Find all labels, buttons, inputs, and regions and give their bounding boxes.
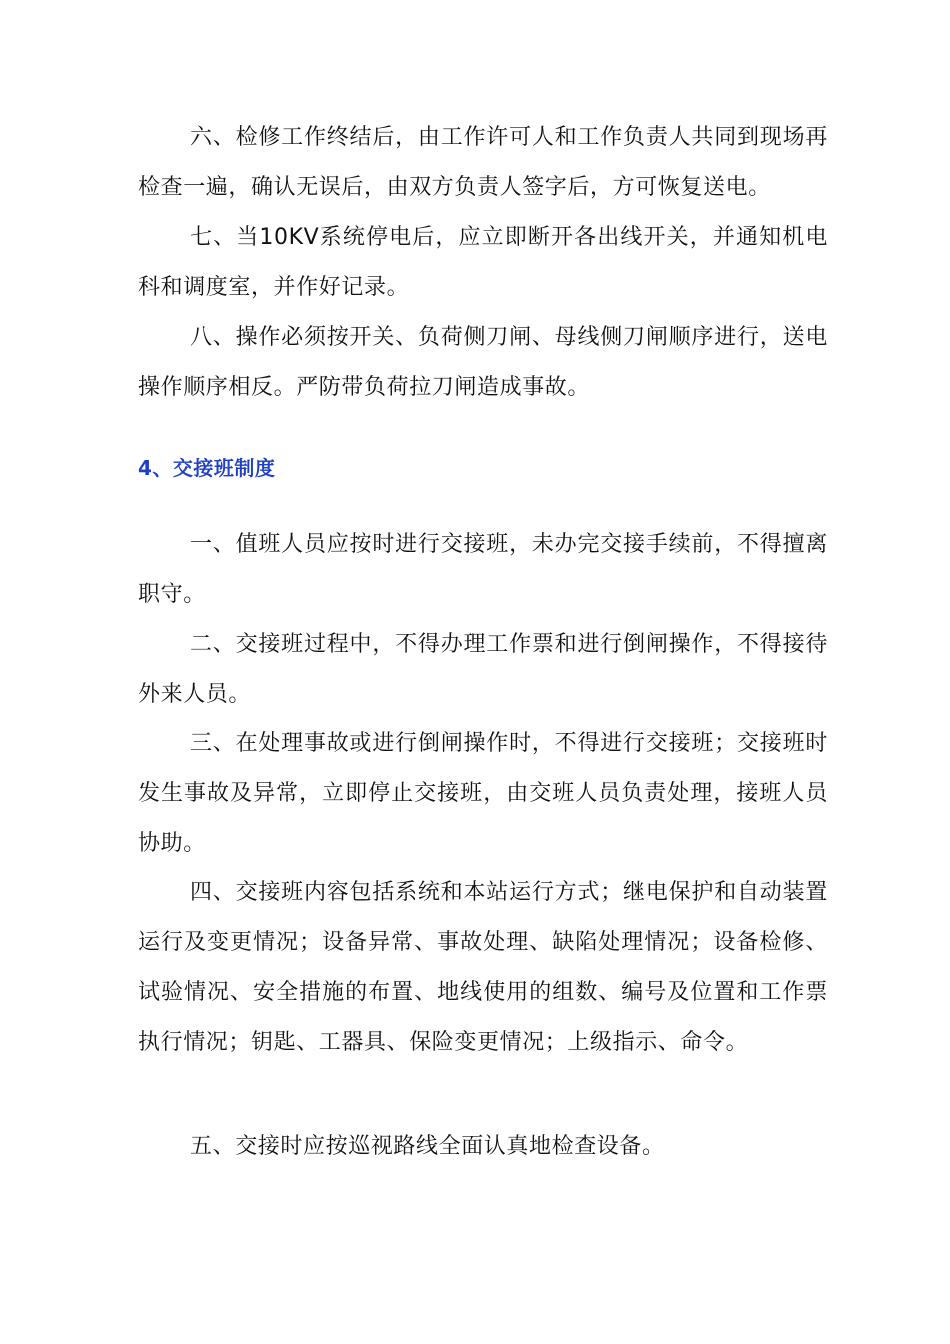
paragraph-item-8: 八、操作必须按开关、负荷侧刀闸、母线侧刀闸顺序进行，送电操作顺序相反。严防带负荷拉刀闸造成事故。 [138, 325, 828, 400]
paragraph-item-6: 六、检修工作终结后，由工作许可人和工作负责人共同到现场再检查一遍，确认无误后，由双方负责人签字后，方可恢复送电。 [138, 125, 828, 200]
section-paragraph-2: 二、交接班过程中，不得办理工作票和进行倒闸操作，不得接待外来人员。 [138, 632, 828, 707]
section-paragraph-1: 一、值班人员应按时进行交接班，未办完交接手续前，不得擅离职守。 [138, 532, 828, 607]
paragraph-item-7: 七、当10KV系统停电后，应立即断开各出线开关，并通知机电科和调度室，并作好记录。 [138, 225, 828, 300]
section-heading: 4、交接班制度 [138, 456, 276, 480]
section-paragraph-4: 四、交接班内容包括系统和本站运行方式；继电保护和自动装置运行及变更情况；设备异常、事故处理、缺陷处理情况；设备检修、试验情况、安全措施的布置、地线使用的组数、编号及位置和工作票执行情况；钥匙、工器具、保险变更情况；上级指示、命令。 [138, 880, 828, 1055]
section-paragraph-5: 五、交接时应按巡视路线全面认真地检查设备。 [190, 1134, 665, 1159]
section-paragraph-3: 三、在处理事故或进行倒闸操作时，不得进行交接班；交接班时发生事故及异常，立即停止交接班，由交班人员负责处理，接班人员协助。 [138, 731, 828, 856]
